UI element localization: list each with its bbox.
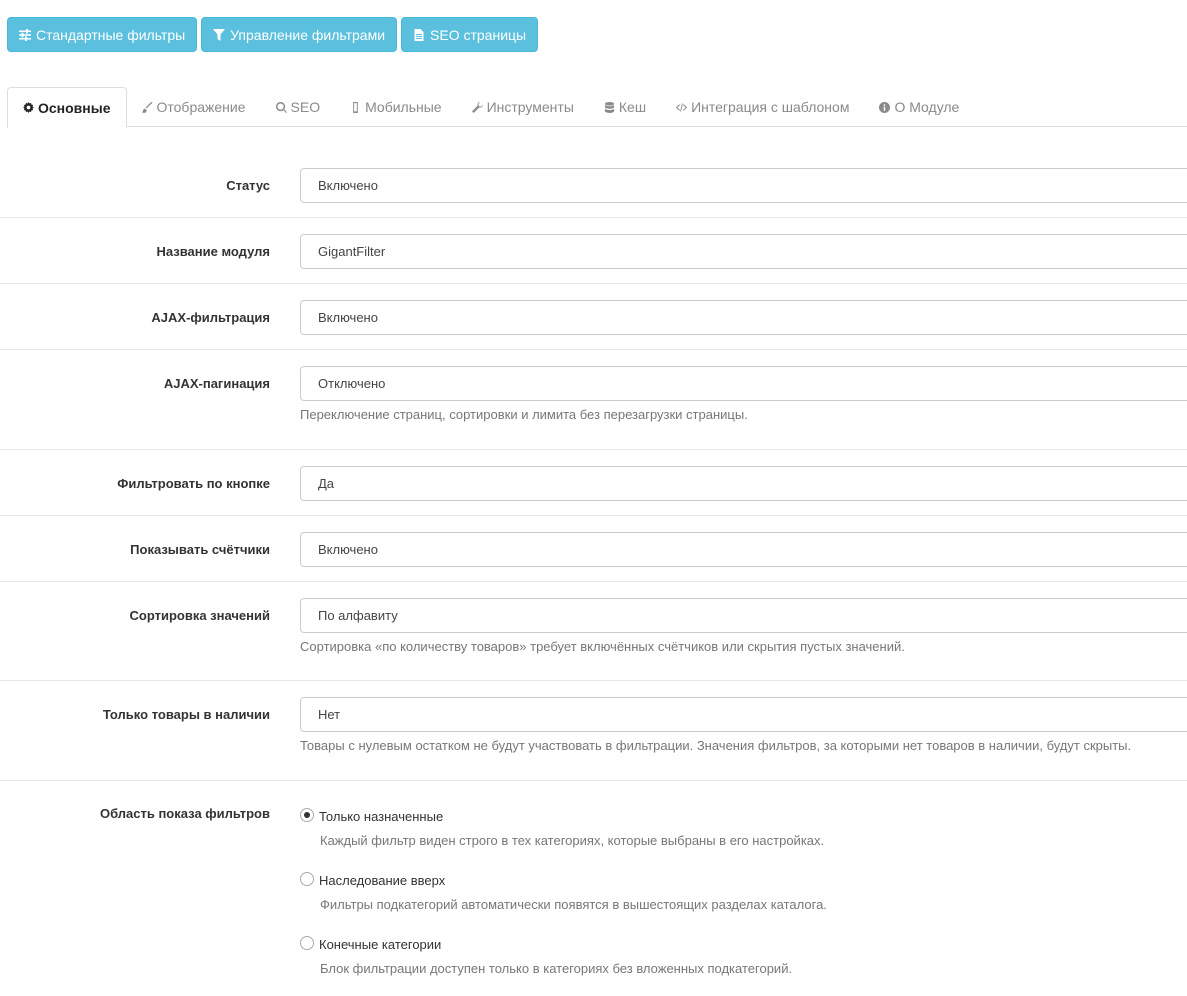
display-area-label: Область показа фильтров [99,806,270,821]
manage-filters-button[interactable] [201,17,397,52]
tab-tools-label: Инструменты [486,99,574,115]
database-icon [604,102,615,113]
radio-label-leaf-categories: Конечные категории [319,937,442,952]
radio-button-inherit-up[interactable] [300,872,314,886]
tab-seo[interactable] [261,87,336,127]
ajax-filtering-select[interactable]: Включено [300,300,1187,335]
value-sorting-select[interactable]: По алфавиту [300,598,1187,633]
top-toolbar [7,17,538,52]
seo-pages-label: SEO страницы [430,26,527,43]
manage-filters-label: Управление фильтрами [230,26,386,43]
tab-display-label: Отображение [156,99,246,115]
mobile-icon [350,102,361,113]
tab-about-label: О Модуле [894,99,960,115]
setting-row-filter-by-button [0,450,1187,516]
info-icon [879,102,890,113]
radio-label-inherit-up: Наследование вверх [319,873,446,888]
ajax-pagination-select[interactable]: Отключено [300,366,1187,401]
standard-filters-button[interactable] [7,17,197,52]
filter-icon [213,29,225,41]
in-stock-only-select[interactable]: Нет [300,697,1187,732]
module-name-input[interactable]: GigantFilter [300,234,1187,269]
status-select[interactable]: Включено [300,168,1187,203]
tab-template-integration[interactable] [661,87,864,127]
in-stock-only-help: Товары с нулевым остатком не будут участвовать в фильтрации. Значения фильтров, за которыми нет товаров в наличии, будут скрыты. [300,738,1132,753]
setting-row-status [0,153,1187,218]
module-name-label: Название модуля [156,244,270,259]
setting-row-ajax-filtering [0,284,1187,350]
show-counters-select[interactable]: Включено [300,532,1187,567]
ajax-pagination-help: Переключение страниц, сортировки и лимита без перезагрузки страницы. [300,407,748,422]
tab-about[interactable] [864,87,974,127]
value-sorting-help: Сортировка «по количеству товаров» требует включённых счётчиков или скрытия пустых значений. [300,639,905,654]
radio-help-assigned-only: Каждый фильтр виден строго в тех категориях, которые выбраны в его настройках. [320,833,825,848]
tab-cache[interactable] [589,87,661,127]
search-icon [276,102,287,113]
tab-main[interactable] [7,87,127,128]
brush-icon [142,102,153,113]
tab-tools[interactable] [457,87,589,127]
radio-help-inherit-up: Фильтры подкатегорий автоматически появятся в вышестоящих разделах каталога. [320,897,827,912]
wrench-icon [472,102,483,113]
radio-label-assigned-only: Только назначенные [319,809,444,824]
setting-row-in-stock-only [0,681,1187,781]
tab-display[interactable] [127,87,261,127]
seo-pages-button[interactable] [401,17,538,52]
setting-row-module-name [0,218,1187,284]
radio-button-assigned-only[interactable] [300,808,314,822]
tab-mobile-label: Мобильные [365,99,442,115]
standard-filters-label: Стандартные фильтры [36,26,186,43]
tab-cache-label: Кеш [618,99,647,115]
ajax-filtering-label: AJAX-фильтрация [151,310,270,325]
in-stock-only-label: Только товары в наличии [102,707,270,722]
gear-icon [23,102,34,113]
value-sorting-label: Сортировка значений [129,608,270,623]
setting-row-show-counters [0,516,1187,582]
sliders-icon [19,29,31,41]
radio-help-leaf-categories: Блок фильтрации доступен только в категориях без вложенных подкатегорий. [320,961,793,976]
tab-main-label: Основные [38,99,111,116]
setting-row-ajax-pagination [0,350,1187,450]
filter-by-button-label: Фильтровать по кнопке [117,476,270,491]
filter-by-button-select[interactable]: Да [300,466,1187,501]
file-icon [413,29,425,41]
status-label: Статус [226,178,270,193]
ajax-pagination-label: AJAX-пагинация [163,376,270,391]
settings-tabs [7,87,1187,127]
setting-row-value-sorting [0,582,1187,681]
code-icon [676,102,687,113]
show-counters-label: Показывать счётчики [130,542,270,557]
tab-mobile[interactable] [335,87,457,127]
tab-template-integration-label: Интеграция с шаблоном [691,99,850,115]
radio-button-leaf-categories[interactable] [300,936,314,950]
tab-seo-label: SEO [290,99,321,115]
